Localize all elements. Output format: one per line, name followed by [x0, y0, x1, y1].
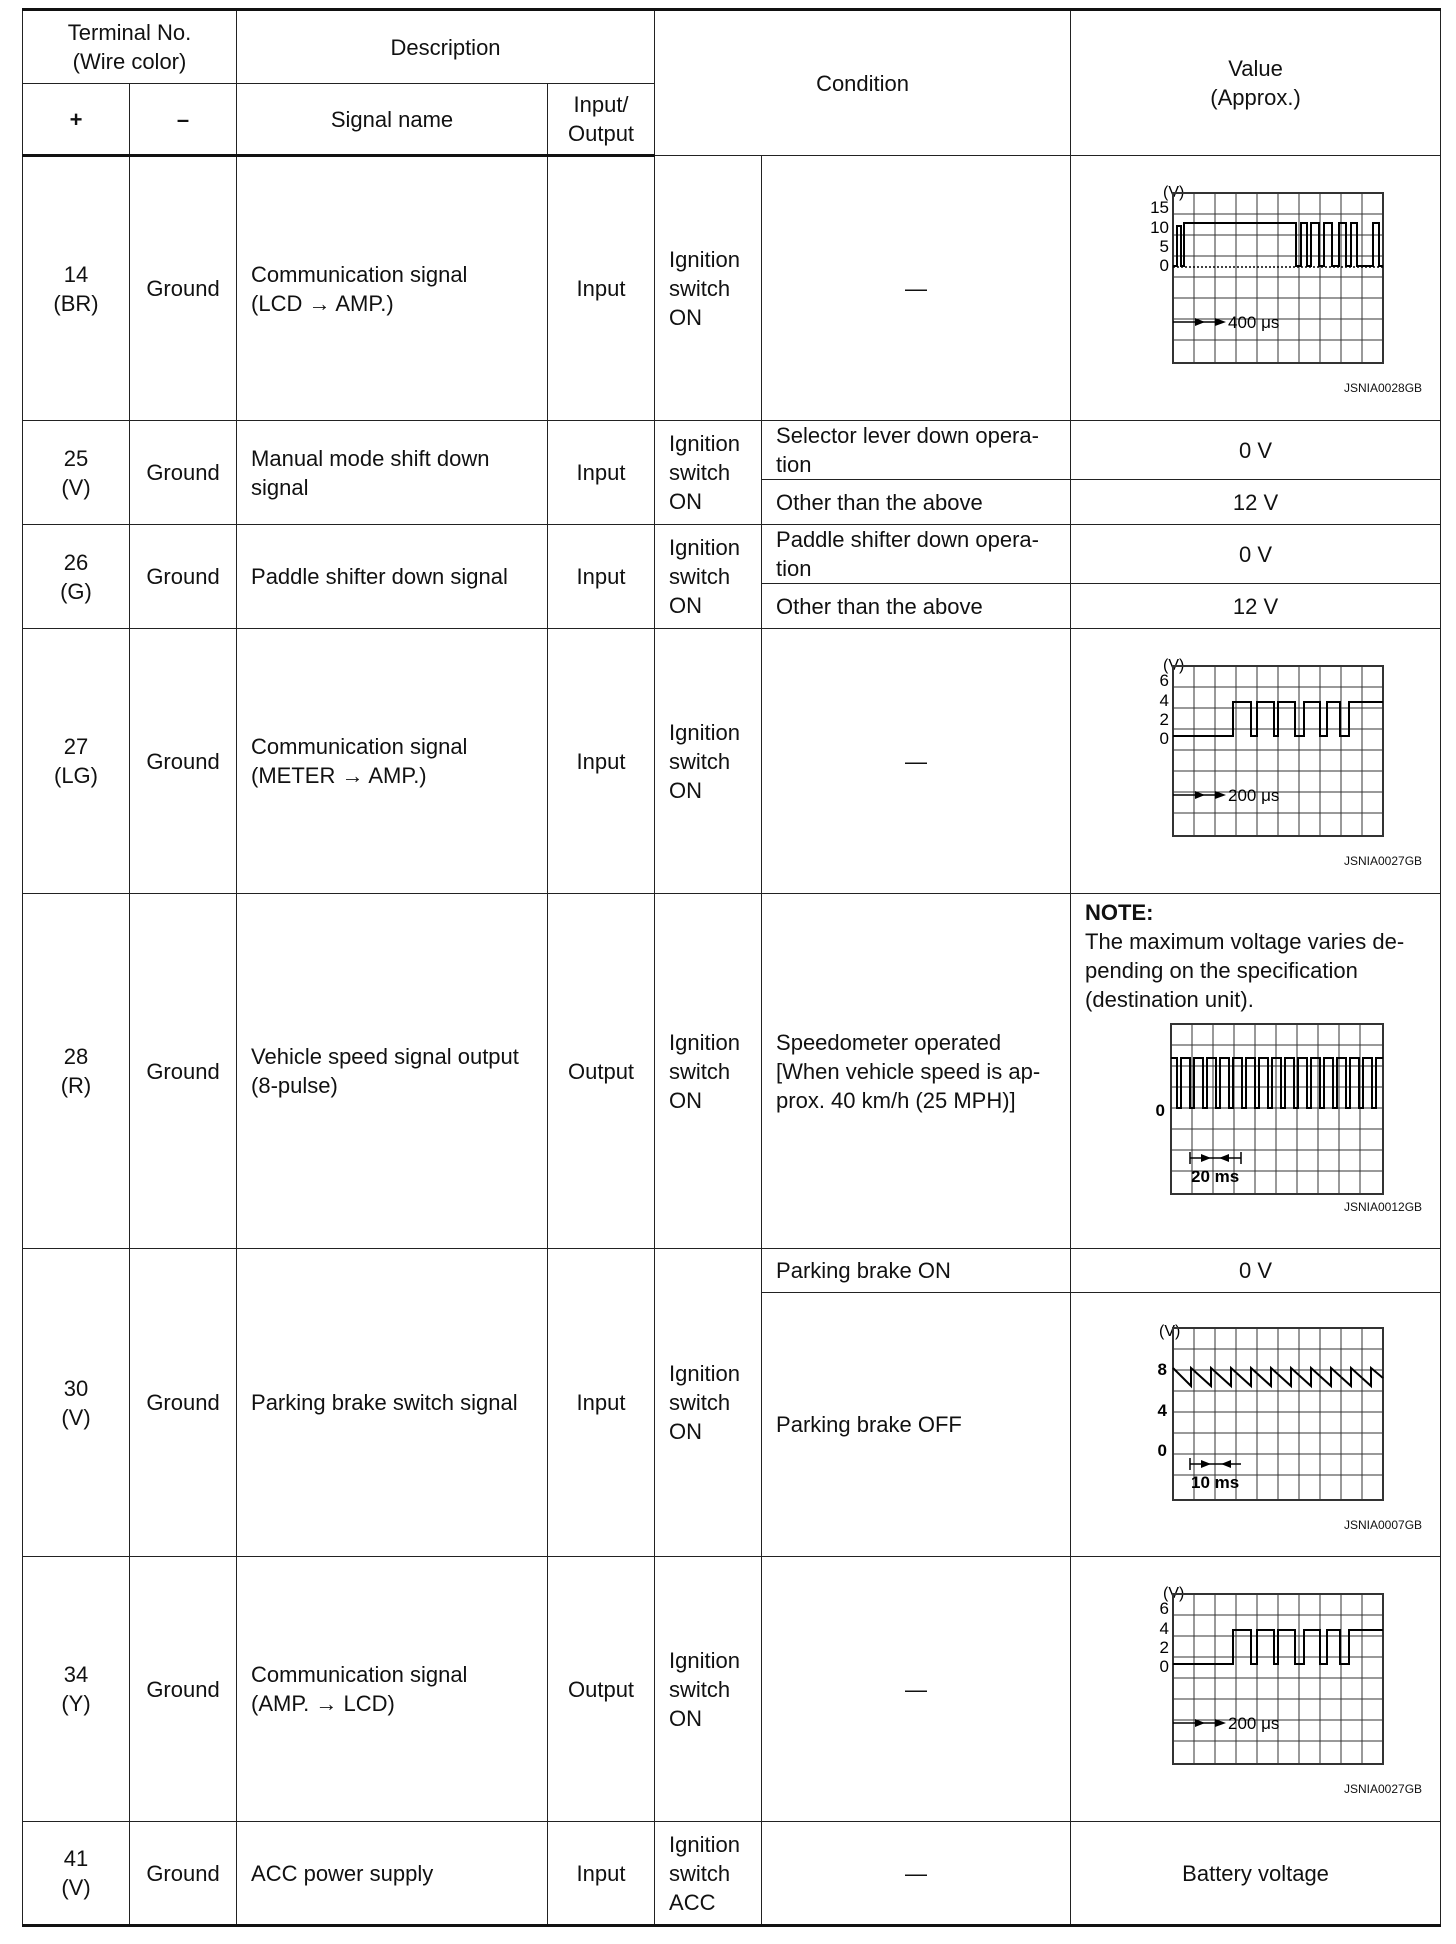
time-scale-label: 20 ms: [1190, 1167, 1239, 1186]
signal-name-cell: Paddle shifter down signal: [237, 525, 548, 629]
figure-id: JSNIA0027GB: [1344, 854, 1423, 868]
terminal-cell: 28 (R): [23, 894, 130, 1249]
y-tick-label: 0: [1155, 1101, 1165, 1120]
input-output-cell: Input: [548, 421, 655, 525]
input-output-cell: Output: [548, 894, 655, 1249]
table-row: [23, 421, 1441, 480]
header-terminal: Terminal No. (Wire color): [23, 10, 237, 84]
y-tick-label: 2: [1159, 1638, 1169, 1657]
ignition-cell: Ignition switch ON: [655, 156, 762, 421]
header-value: Value (Approx.): [1071, 10, 1441, 156]
ignition-cell: Ignition switch ON: [655, 525, 762, 629]
terminal-cell: 14 (BR): [23, 156, 130, 421]
y-tick-label: 0: [1159, 256, 1169, 275]
ground-cell: Ground: [130, 525, 237, 629]
input-output-cell: Input: [548, 629, 655, 894]
oscilloscope-grid: [1173, 193, 1383, 363]
header-minus: –: [130, 84, 237, 156]
condition-cell: —: [762, 629, 1071, 894]
signal-name-cell: Parking brake switch signal: [237, 1249, 548, 1557]
signal-name-cell: Communication signal (AMP. → LCD): [237, 1557, 548, 1822]
condition-cell: Speedometer operated [When vehicle speed is ap- prox. 40 km/h (25 MPH)]: [762, 894, 1071, 1249]
table-row: [23, 894, 1441, 1249]
value-cell: [1071, 629, 1441, 894]
input-output-cell: Input: [548, 1822, 655, 1926]
header-signal-name: Signal name: [237, 84, 548, 156]
header-plus: +: [23, 84, 130, 156]
ground-cell: Ground: [130, 1557, 237, 1822]
waveform-comm-amp-lcd: [1111, 1582, 1401, 1782]
terminal-cell: 34 (Y): [23, 1557, 130, 1822]
table-row: [23, 1557, 1441, 1822]
y-tick-label: 0: [1157, 1440, 1167, 1460]
signal-trace: [1173, 1630, 1383, 1664]
y-tick-label: 4: [1159, 1619, 1169, 1638]
ignition-cell: Ignition switch ON: [655, 421, 762, 525]
terminal-cell: 26 (G): [23, 525, 130, 629]
waveform-comm-lcd-amp: [1111, 181, 1401, 381]
ground-cell: Ground: [130, 421, 237, 525]
value-cell: [1071, 1293, 1441, 1557]
y-unit-label: (V): [1158, 1322, 1180, 1340]
y-tick-label: 10: [1149, 218, 1169, 237]
value-cell: [1071, 156, 1441, 421]
input-output-cell: Output: [548, 1557, 655, 1822]
waveform-vehicle-speed: [1111, 1020, 1401, 1200]
terminal-cell: 30 (V): [23, 1249, 130, 1557]
table-row: [23, 1822, 1441, 1926]
input-output-cell: Input: [548, 156, 655, 421]
oscilloscope-grid: [1173, 666, 1383, 836]
value-cell: 0 V: [1071, 421, 1441, 480]
ground-cell: Ground: [130, 894, 237, 1249]
condition-cell: Paddle shifter down opera- tion: [762, 525, 1071, 584]
condition-cell: Parking brake ON: [762, 1249, 1071, 1293]
y-tick-label: 0: [1159, 729, 1169, 748]
time-scale-label: 200 μs: [1227, 786, 1279, 805]
ground-cell: Ground: [130, 1822, 237, 1926]
time-scale-label: 400 μs: [1227, 313, 1279, 332]
figure-id: JSNIA0028GB: [1344, 381, 1423, 395]
input-output-cell: Input: [548, 525, 655, 629]
time-scale-label: 200 μs: [1227, 1714, 1279, 1733]
y-tick-label: 15: [1149, 198, 1169, 217]
value-cell: 12 V: [1071, 480, 1441, 525]
ground-cell: Ground: [130, 629, 237, 894]
note-text: The maximum voltage varies de- pending on the specification (destination unit).: [1085, 929, 1405, 1012]
terminal-cell: 27 (LG): [23, 629, 130, 894]
y-unit-label: (V): [1162, 184, 1184, 201]
signal-name-cell: Vehicle speed signal output (8-pulse): [237, 894, 548, 1249]
table-row: [23, 1249, 1441, 1293]
y-tick-label: 6: [1159, 1599, 1169, 1618]
ground-cell: Ground: [130, 156, 237, 421]
table-row: [23, 629, 1441, 894]
signal-name-cell: Manual mode shift down signal: [237, 421, 548, 525]
y-tick-label: 5: [1159, 237, 1169, 256]
waveform-parking-brake: [1111, 1318, 1401, 1518]
figure-id: JSNIA0027GB: [1344, 1782, 1423, 1796]
figure-id: JSNIA0012GB: [1344, 1200, 1423, 1214]
waveform-comm-meter-amp: [1111, 654, 1401, 854]
y-unit-label: (V): [1162, 657, 1184, 674]
table-row: [23, 156, 1441, 421]
condition-cell: Selector lever down opera- tion: [762, 421, 1071, 480]
condition-cell: Parking brake OFF: [762, 1293, 1071, 1557]
y-unit-label: (V): [1162, 1585, 1184, 1602]
time-scale-label: 10 ms: [1190, 1472, 1239, 1492]
note-title: NOTE:: [1085, 900, 1154, 925]
terminal-table: [22, 8, 1441, 1927]
header-condition: Condition: [655, 10, 1071, 156]
condition-cell: —: [762, 1822, 1071, 1926]
y-tick-label: 8: [1157, 1359, 1167, 1379]
condition-cell: —: [762, 1557, 1071, 1822]
signal-name-cell: ACC power supply: [237, 1822, 548, 1926]
condition-cell: Other than the above: [762, 480, 1071, 525]
y-tick-label: 2: [1159, 710, 1169, 729]
ignition-cell: Ignition switch ON: [655, 1557, 762, 1822]
ground-cell: Ground: [130, 1249, 237, 1557]
value-cell: 0 V: [1071, 1249, 1441, 1293]
ignition-cell: Ignition switch ON: [655, 1249, 762, 1557]
ignition-cell: Ignition switch ON: [655, 629, 762, 894]
input-output-cell: Input: [548, 1249, 655, 1557]
signal-name-cell: Communication signal (METER → AMP.): [237, 629, 548, 894]
y-tick-label: 0: [1159, 1657, 1169, 1676]
ignition-cell: Ignition switch ON: [655, 894, 762, 1249]
signal-trace: [1173, 702, 1383, 736]
y-tick-label: 6: [1159, 671, 1169, 690]
condition-cell: —: [762, 156, 1071, 421]
header-input-output: Input/ Output: [548, 84, 655, 156]
value-cell: 12 V: [1071, 584, 1441, 629]
ignition-cell: Ignition switch ACC: [655, 1822, 762, 1926]
y-tick-label: 4: [1157, 1400, 1167, 1420]
header-description: Description: [237, 10, 655, 84]
terminal-table-document: [22, 8, 1440, 1927]
value-cell: Battery voltage: [1071, 1822, 1441, 1926]
oscilloscope-grid: [1173, 1594, 1383, 1764]
value-cell: 0 V: [1071, 525, 1441, 584]
terminal-cell: 25 (V): [23, 421, 130, 525]
condition-cell: Other than the above: [762, 584, 1071, 629]
signal-name-cell: Communication signal (LCD → AMP.): [237, 156, 548, 421]
terminal-cell: 41 (V): [23, 1822, 130, 1926]
figure-id: JSNIA0007GB: [1344, 1517, 1423, 1532]
table-row: [23, 525, 1441, 584]
value-cell: [1071, 894, 1441, 1249]
value-cell: [1071, 1557, 1441, 1822]
y-tick-label: 4: [1159, 691, 1169, 710]
